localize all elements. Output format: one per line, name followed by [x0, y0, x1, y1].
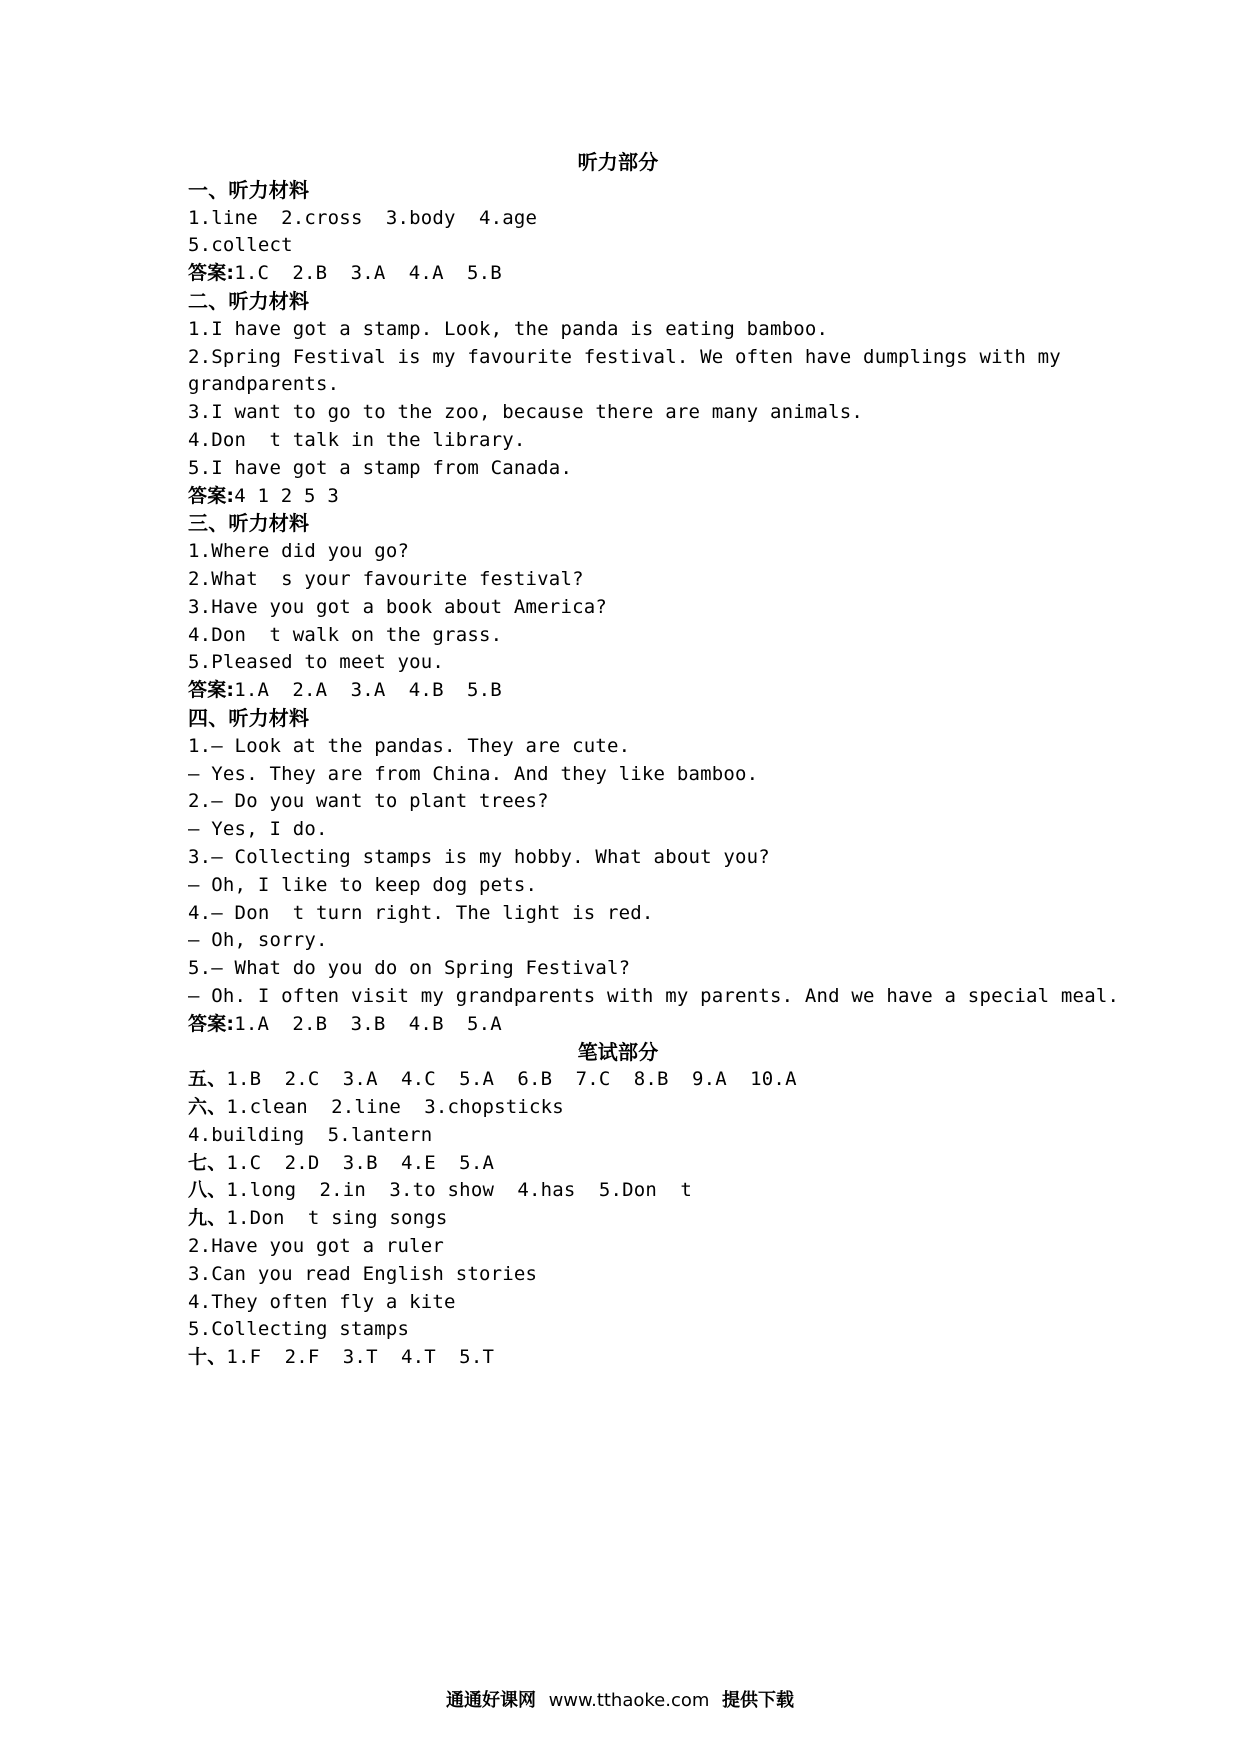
- section-9-text: 1.Don t sing songs: [226, 1207, 448, 1230]
- listening-section-title: 听力部分: [577, 150, 659, 174]
- answer-label: 答案:: [188, 679, 235, 702]
- answer-text: 1.C 2.B 3.A 4.A 5.B: [234, 262, 502, 285]
- section-4-line: 1.— Look at the pandas. They are cute.: [188, 734, 631, 757]
- section-4-line: — Yes, I do.: [188, 818, 328, 841]
- footer-suffix: 提供下载: [721, 1690, 794, 1711]
- section-1-answer: [188, 260, 1088, 288]
- section-3-answer: [188, 677, 1088, 705]
- section-6-answer: [188, 1094, 1088, 1122]
- section-4-line: — Oh. I often visit my grandparents with my parents. And we have a special meal.: [188, 984, 1120, 1007]
- section-4-title: 四、听力材料: [188, 705, 310, 730]
- footer-site-name: 通通好课网: [446, 1690, 537, 1711]
- section-2-line: 4.Don t talk in the library.: [188, 428, 526, 451]
- section-2-answer: [188, 483, 1088, 511]
- section-2-line: 5.I have got a stamp from Canada.: [188, 456, 573, 479]
- section-4-line: 3.— Collecting stamps is my hobby. What about you?: [188, 845, 770, 868]
- section-3-line: 4.Don t walk on the grass.: [188, 623, 503, 646]
- section-6-label: 六、: [188, 1096, 227, 1119]
- answer-label: 答案:: [188, 484, 235, 507]
- section-1-line: 5.collect: [188, 234, 293, 257]
- answer-label: 答案:: [188, 1012, 235, 1035]
- section-7-text: 1.C 2.D 3.B 4.E 5.A: [226, 1151, 495, 1174]
- section-7-answer: [188, 1150, 1088, 1178]
- footer-url[interactable]: www.tthaoke.com: [548, 1690, 710, 1711]
- section-10-text: 1.F 2.F 3.T 4.T 5.T: [226, 1346, 495, 1369]
- section-5-label: 五、: [188, 1068, 227, 1091]
- section-5-answer: [188, 1066, 1088, 1094]
- section-6-text: 1.clean 2.line 3.chopsticks: [226, 1096, 564, 1119]
- section-4-line: 5.— What do you do on Spring Festival?: [188, 957, 631, 980]
- section-1-title: 一、听力材料: [188, 177, 310, 202]
- section-9-line: 3.Can you read English stories: [188, 1262, 538, 1285]
- section-10-label: 十、: [188, 1346, 227, 1369]
- answer-text: 1.A 2.A 3.A 4.B 5.B: [234, 679, 502, 702]
- section-8-label: 八、: [188, 1179, 227, 1202]
- section-2-line: grandparents.: [188, 373, 340, 396]
- answer-key-content: [188, 149, 1120, 1372]
- section-4-line: — Oh, I like to keep dog pets.: [188, 873, 538, 896]
- section-7-label: 七、: [188, 1151, 227, 1174]
- section-9-line: 2.Have you got a ruler: [188, 1235, 445, 1258]
- section-10-answer: [188, 1344, 1088, 1372]
- page-footer: [0, 1686, 1240, 1712]
- section-3-line: 5.Pleased to meet you.: [188, 651, 445, 674]
- section-4-line: — Yes. They are from China. And they like bamboo.: [188, 762, 759, 785]
- section-1-line: 1.line 2.cross 3.body 4.age: [188, 206, 538, 229]
- section-5-text: 1.B 2.C 3.A 4.C 5.A 6.B 7.C 8.B 9.A 10.A: [226, 1068, 797, 1091]
- answer-text: 1.A 2.B 3.B 4.B 5.A: [234, 1012, 502, 1035]
- section-2-title: 二、听力材料: [188, 288, 310, 313]
- section-9-label: 九、: [188, 1207, 227, 1230]
- section-8-answer: [188, 1177, 1088, 1205]
- section-4-line: — Oh, sorry.: [188, 929, 328, 952]
- section-4-line: 4.— Don t turn right. The light is red.: [188, 901, 654, 924]
- section-9-line: 4.They often fly a kite: [188, 1290, 456, 1313]
- section-3-line: 3.Have you got a book about America?: [188, 595, 608, 618]
- section-9-line: 5.Collecting stamps: [188, 1318, 410, 1341]
- section-2-line: 1.I have got a stamp. Look, the panda is eating bamboo.: [188, 317, 829, 340]
- section-4-line: 2.— Do you want to plant trees?: [188, 790, 549, 813]
- section-2-line: 3.I want to go to the zoo, because there are many animals.: [188, 401, 864, 424]
- section-4-answer: [188, 1011, 1088, 1039]
- section-9-answer: [188, 1205, 1088, 1233]
- answer-text: 4 1 2 5 3: [234, 484, 339, 507]
- section-3-line: 1.Where did you go?: [188, 540, 410, 563]
- section-3-title: 三、听力材料: [188, 511, 310, 536]
- section-8-text: 1.long 2.in 3.to show 4.has 5.Don t: [226, 1179, 692, 1202]
- section-2-line: 2.Spring Festival is my favourite festival. We often have dumplings with my: [188, 345, 1061, 368]
- answer-label: 答案:: [188, 262, 235, 285]
- section-6-line: 4.building 5.lantern: [188, 1123, 433, 1146]
- written-section-title: 笔试部分: [577, 1039, 659, 1064]
- section-3-line: 2.What s your favourite festival?: [188, 567, 584, 590]
